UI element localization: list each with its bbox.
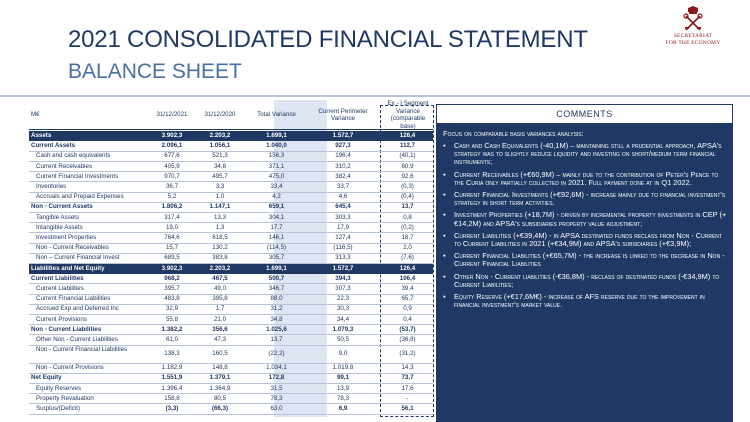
row-value: 1.147,1 (209, 203, 231, 211)
row-value: 968,2 (164, 274, 180, 282)
row-value: 30,3 (336, 305, 350, 313)
row-value: 764,6 (164, 234, 180, 241)
header-divider (0, 95, 750, 97)
row-value: 126,4 (399, 132, 416, 139)
row-value: 3,3 (215, 183, 225, 190)
row-value: 1.382,2 (161, 325, 183, 333)
row-value: 19,0 (165, 223, 179, 231)
table-row (29, 373, 433, 383)
row-value: 618,5 (212, 234, 228, 241)
row-value: 31,5 (270, 384, 283, 392)
bullet-icon: ▪ (443, 190, 446, 200)
row-value: 659,1 (268, 203, 285, 211)
table-row (29, 253, 433, 263)
row-value: 78,3 (270, 394, 283, 402)
logo-line-1: SECRETARIAT (673, 33, 713, 39)
row-value: 1.396,4 (161, 384, 183, 392)
header-2020: 31/12/2020 (204, 111, 236, 119)
row-value: 18,7 (401, 234, 414, 241)
row-value: (0,2) (401, 223, 414, 231)
row-label: Equity Reserves (36, 384, 82, 392)
row-value: 13,3 (213, 213, 227, 221)
comment-text: Other Non - Current liabilities (-€36,8M) - reclass of destinated funds (-€34,9M) to Current Liabilities; (454, 271, 720, 289)
table-row (29, 335, 433, 345)
row-value: 1.551,9 (161, 374, 183, 382)
comment-item (443, 211, 727, 227)
row-value: 21,0 (213, 315, 227, 323)
row-value: 31,2 (270, 305, 283, 313)
row-label: Inventories (36, 183, 67, 190)
table-row (29, 345, 433, 363)
table-row (29, 233, 433, 243)
row-value: 61,0 (165, 336, 179, 343)
row-value: 2.203,2 (209, 264, 231, 272)
row-label: Current Receivables (36, 162, 93, 170)
row-value: (114,5) (266, 244, 287, 252)
row-label: Non – Current Financial Invest (36, 254, 120, 262)
row-value: 92,6 (401, 172, 414, 180)
row-value: 1.019,8 (332, 364, 354, 372)
row-value: 1.025,6 (266, 325, 287, 333)
row-value: 13,7 (270, 336, 283, 343)
row-label: Current Liabilities (36, 285, 84, 292)
comment-item (443, 232, 727, 248)
comment-text: Current Financial Liabilities (+€65,7M) - the increase is linked to the decrease in Non - Current Financial Liabilities (454, 251, 725, 269)
comment-item (443, 191, 727, 207)
row-value: 1.182,9 (161, 364, 183, 372)
row-label: Other Non - Current Liabilities (36, 336, 118, 343)
row-value: (0,4) (401, 193, 414, 201)
row-value: (66,3) (211, 405, 229, 412)
bullet-icon: ▪ (443, 230, 446, 240)
row-value: 160,5 (212, 350, 228, 358)
bullet-icon: ▪ (443, 169, 446, 179)
row-value: (40,1) (399, 152, 416, 160)
row-label: Tangible Assets (36, 213, 79, 221)
table-row (29, 151, 433, 161)
row-value: 34,4 (336, 315, 350, 323)
papal-keys-emblem-icon (682, 6, 704, 32)
row-value: 60,9 (401, 162, 414, 170)
row-value: (116,5) (333, 244, 353, 252)
table-row (29, 384, 433, 394)
row-value: 78,3 (336, 394, 350, 402)
table-row (29, 202, 433, 212)
row-value: 15,7 (165, 244, 179, 252)
table-row (29, 363, 433, 373)
row-value: 356,6 (212, 325, 228, 333)
comments-heading: COMMENTS (436, 104, 733, 124)
table-row (29, 162, 433, 172)
table-row (29, 315, 433, 325)
row-value: (7,6) (401, 254, 414, 262)
bullet-icon: ▪ (443, 291, 446, 301)
row-value: (31,2) (399, 350, 416, 358)
header-ex-segment-variance: Ex - I Segment Variance (comparable base) (387, 100, 429, 130)
row-value: 0,9 (403, 305, 412, 313)
row-value: 495,7 (212, 172, 228, 180)
row-label: Liabilities and Net Equity (31, 264, 105, 272)
row-value: 33,4 (270, 183, 283, 190)
page-title: 2021 CONSOLIDATED FINANCIAL STATEMENT (68, 26, 588, 53)
row-value: (36,8) (399, 336, 416, 343)
row-value: 22,3 (336, 295, 350, 303)
row-label: Current Assets (31, 142, 76, 150)
row-label: Current Financial Investments (36, 172, 119, 180)
row-value: 17,9 (336, 223, 350, 231)
row-value: 677,6 (164, 152, 180, 160)
table-row (29, 172, 433, 182)
bullet-icon: ▪ (443, 251, 446, 261)
row-value: 1.806,2 (161, 203, 183, 211)
table-row (29, 274, 433, 284)
comment-text: Cash and Cash Equivalents (-40,1M) – maintaining still a prudential approach, APSA's strategy was to slightly reduce liquidity and investing on short/medium term financial instruments; (454, 141, 722, 167)
bullet-icon: ▪ (443, 210, 446, 220)
row-value: 6,9 (338, 405, 348, 412)
row-value: 49,0 (213, 285, 227, 292)
row-value: 196,4 (335, 152, 351, 160)
row-label: Property Revaluation (36, 394, 94, 402)
row-value: 0,4 (403, 315, 412, 323)
row-value: 80,5 (213, 394, 227, 402)
row-value: 313,3 (335, 254, 351, 262)
row-value: 1,7 (215, 305, 225, 313)
row-value: 172,8 (268, 374, 285, 382)
row-value: 371,1 (268, 162, 285, 170)
row-value: 467,5 (212, 274, 228, 282)
row-label: Current Liabilities (31, 274, 84, 282)
row-value: 39,4 (401, 285, 414, 292)
row-value: 56,1 (401, 405, 414, 412)
row-label: Investment Properties (36, 234, 97, 241)
row-value: 99,1 (336, 374, 350, 382)
row-value: 1.572,7 (332, 264, 354, 272)
balance-sheet-table (27, 100, 432, 422)
comment-item (443, 252, 727, 268)
row-label: Current Financial Liabilities (36, 295, 111, 303)
row-value: 394,3 (335, 274, 351, 282)
row-value: 138,3 (164, 350, 180, 358)
row-value: 33,7 (336, 183, 350, 190)
row-value: 148,8 (212, 364, 228, 372)
row-value: 1.034,1 (266, 364, 287, 372)
row-value: 47,3 (213, 336, 227, 343)
comment-text: Current Receivables (+€60,9M) – mainly due to the contribution of Peter's Pence to the Curia only partially collected in 2021. Full payment done at in Q1 2022. (454, 169, 719, 187)
row-value: 475,0 (268, 172, 285, 180)
table-row (29, 182, 433, 192)
comments-intro: Focus on comparable basis variances analysis: (443, 129, 584, 138)
table-row (29, 141, 433, 151)
table-row (29, 325, 433, 335)
row-value: 304,1 (268, 213, 285, 221)
row-label: Non - Current Receivables (36, 244, 109, 252)
row-value: 927,3 (335, 142, 351, 150)
row-value: 63,0 (270, 405, 283, 412)
row-value: 307,3 (335, 285, 351, 292)
row-label: Assets (31, 132, 52, 139)
row-label: Non - Current Financial Liabilities (36, 346, 128, 354)
row-value: (22,2) (268, 350, 285, 358)
table-row (29, 404, 433, 414)
row-value: 127,4 (335, 234, 351, 241)
row-value: 970,7 (164, 172, 180, 180)
comment-text: Equity Reserve (+€17,6M€) - increase of AFS reserve due to the improvement in financial investment's market value. (454, 291, 705, 310)
row-label: Surplus/(Deficit) (36, 405, 81, 412)
row-value: 14,3 (401, 364, 414, 372)
row-value: 156,3 (268, 152, 285, 160)
row-value: (53,7) (399, 325, 416, 333)
row-value: 305,7 (268, 254, 285, 262)
row-value: 36,7 (165, 183, 179, 190)
row-value: 73,7 (401, 374, 414, 382)
row-value: 17,7 (270, 223, 283, 231)
comment-item (443, 273, 727, 289)
row-value: 483,8 (164, 295, 180, 303)
table-row (29, 294, 433, 304)
row-value: 5,2 (167, 193, 177, 201)
row-value: 689,5 (164, 254, 180, 262)
row-value: (3,3) (165, 405, 179, 412)
row-value: 13,7 (401, 203, 414, 211)
row-value: 395,8 (212, 295, 228, 303)
bullet-icon: ▪ (443, 271, 446, 281)
row-value: 303,3 (335, 213, 351, 221)
row-label: Accrued Exp and Deferred Inc (36, 305, 119, 313)
table-row (29, 192, 433, 202)
header-total-variance: Total Variance (257, 111, 296, 119)
row-value: 521,3 (212, 152, 228, 160)
row-value: 1.699,1 (266, 264, 287, 272)
row-value: 13,9 (336, 384, 350, 392)
row-value: 4,6 (338, 193, 348, 201)
row-divider (29, 414, 433, 415)
comments-panel (436, 104, 733, 422)
row-value: 130,2 (212, 244, 228, 252)
logo (652, 6, 734, 46)
row-label: Current Provisions (36, 315, 87, 323)
table-row (29, 243, 433, 253)
table-row (29, 394, 433, 404)
row-label: Net Equity (31, 374, 62, 382)
row-value: 1.572,7 (332, 132, 354, 139)
row-value: 3.902,3 (161, 264, 183, 272)
row-value: 405,9 (164, 162, 180, 170)
row-value: 3.902,3 (161, 132, 183, 139)
row-value: 1,3 (215, 223, 225, 231)
row-value: 1,0 (215, 193, 225, 201)
comment-text: Current Financial Investments (+€92,6M) - increase mainly due to financial investment's strategy in short term activities. (454, 190, 726, 208)
row-value: - (406, 394, 409, 402)
row-value: 50,5 (336, 336, 350, 343)
header-2021: 31/12/2021 (156, 111, 188, 119)
row-value: 34,8 (270, 315, 283, 323)
table-row (29, 304, 433, 314)
header-unit: M€ (31, 111, 40, 119)
bullet-icon: ▪ (443, 141, 446, 151)
row-value: 645,4 (335, 203, 351, 211)
row-value: 310,2 (335, 162, 351, 170)
table-row (29, 213, 433, 223)
row-value: 4,2 (272, 193, 281, 201)
row-value: 1.379,1 (209, 374, 231, 382)
comment-text: Investment Properties (+18,7M) - driven by incremental property investments in CEP (+€14,2M) and APSA's subsidiaries property value adjustment; (454, 210, 727, 228)
row-value: 106,4 (399, 274, 416, 282)
row-value: 1.699,1 (266, 132, 287, 139)
row-value: 317,4 (164, 213, 180, 221)
row-value: 158,8 (164, 394, 180, 402)
row-value: (0,3) (401, 183, 414, 190)
row-value: 9,0 (338, 350, 348, 358)
row-value: 32,9 (165, 305, 179, 313)
table-row (29, 284, 433, 294)
row-value: 500,7 (268, 274, 285, 282)
row-value: 146,1 (268, 234, 285, 241)
row-value: 126,4 (399, 264, 416, 272)
row-value: 1.040,0 (266, 142, 287, 150)
comment-item (443, 293, 727, 309)
row-value: 1.079,3 (332, 325, 354, 333)
row-value: 383,8 (212, 254, 228, 262)
comment-text: Current Liabilities (+€39,4M) - in APSA destinated funds reclass from Non - Current to Current Liabilities in 2021 (+€34,9M) and APSA's subsidiaries (+€3,9M); (454, 230, 722, 248)
table-row (29, 223, 433, 233)
row-label: Accruals and Prepaid Expenses (36, 193, 124, 201)
row-value: 17,6 (401, 384, 414, 392)
table-row (29, 264, 433, 274)
row-value: 1.364,9 (209, 384, 231, 392)
page-subtitle: BALANCE SHEET (68, 60, 242, 83)
row-value: 55,8 (165, 315, 179, 323)
row-value: 382,4 (335, 172, 351, 180)
row-value: 1.056,1 (209, 142, 231, 150)
row-value: 2.096,1 (161, 142, 183, 150)
row-value: 0,8 (403, 213, 412, 221)
row-value: 34,8 (213, 162, 227, 170)
table-row (29, 131, 433, 141)
row-value: 112,7 (399, 142, 416, 150)
row-value: 88,0 (270, 295, 283, 303)
logo-line-2: FOR THE ECONOMY (665, 39, 721, 46)
header-rule (29, 129, 433, 130)
row-value: 65,7 (401, 295, 414, 303)
row-value: 346,7 (268, 285, 285, 292)
row-label: Non - Current Assets (31, 203, 93, 211)
row-value: 2,0 (403, 244, 412, 252)
comment-item (443, 171, 727, 187)
row-value: 2.203,2 (209, 132, 231, 139)
row-label: Non - Current Liabilities (31, 325, 102, 333)
header-current-perimeter-variance: Current Perimeter Variance (318, 107, 368, 122)
comment-item (443, 142, 727, 166)
row-label: Intangible Assets (36, 223, 83, 231)
row-label: Cash and cash equivalents (36, 152, 111, 160)
row-value: 395,7 (164, 285, 180, 292)
row-label: Non - Current Provisions (36, 364, 104, 372)
